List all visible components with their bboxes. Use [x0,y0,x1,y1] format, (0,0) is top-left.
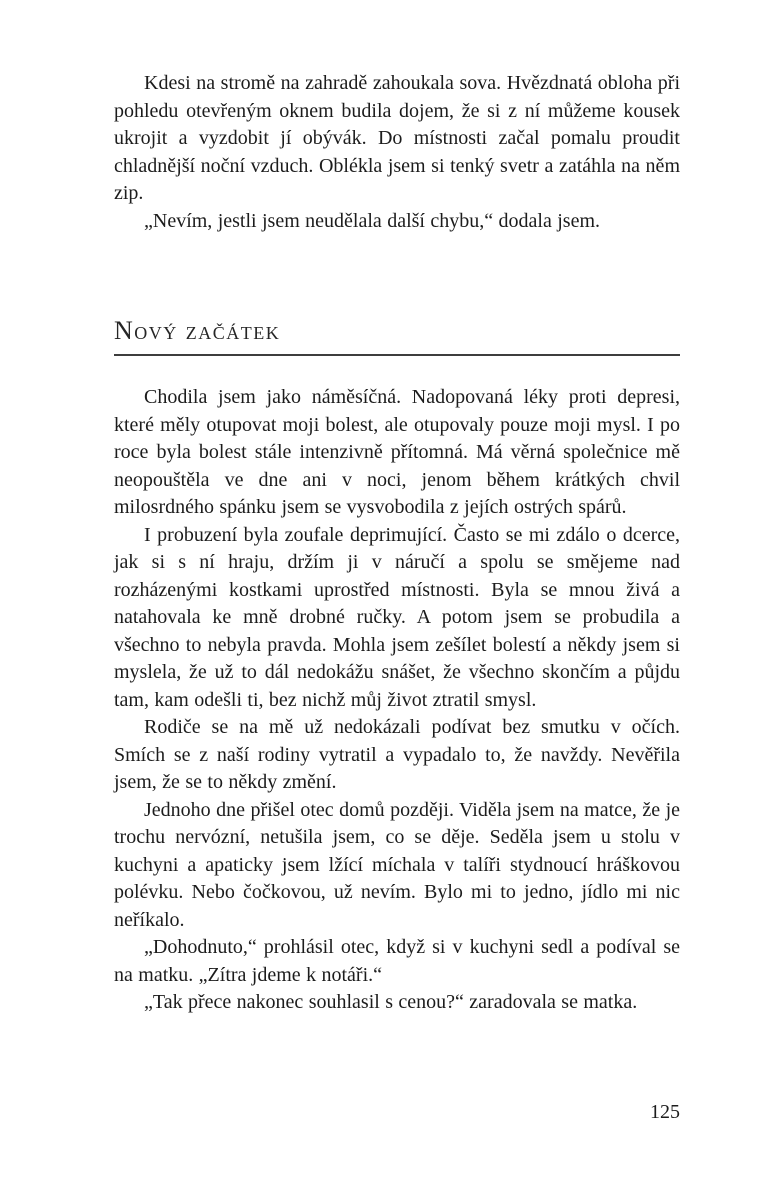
paragraph: „Nevím, jestli jsem neudělala další chybu,“ dodala jsem. [144,209,601,232]
spacer [114,360,680,384]
page-footer [114,1101,680,1124]
paragraph: „Tak přece nakonec souhlasil s cenou?“ zaradovala se matka. [144,991,638,1014]
paragraph: Rodiče se na mě už nedokázali podívat bez smutku v očích. Smích se z naší rodiny vytratil a vypadalo to, že navždy. Nevěřila jsem, že se to někdy změní. [114,716,680,794]
paragraph: Jednoho dne přišel otec domů později. Viděla jsem na matce, že je trochu nervózní, netušila jsem, co se děje. Seděla jsem u stolu v kuchyni a apaticky jsem lžící míchala v talíři stydnoucí hráškovou polévku. Nebo čočkovou, už nevím. Bylo mi to jedno, jídlo mi nic neříkalo. [114,798,680,931]
heading-rule [114,354,680,356]
paragraph: „Dohodnuto,“ prohlásil otec, když si v kuchyni sedl a podíval se na matku. „Zítra jdeme k notáři.“ [114,936,680,986]
chapter-heading-block [114,315,680,356]
paragraph: Chodila jsem jako náměsíčná. Nadopovaná léky proti depresi, které měly otupovat moji bolest, ale otupovaly pouze moji mysl. I po roce byla bolest stále intenzivně přítomná. Má věrná společnice mě neopouštěla ve dne ani v noci, jenom během krátkých chvil milosrdného spánku jsem se vysvobodila z jejích ostrých spárů. [114,386,680,519]
paragraph: I probuzení byla zoufale deprimující. Často se mi zdálo o dcerce, jak si s ní hraju, držím ji v náručí a spolu se smějeme nad rozházenými kostkami uprostřed místnosti. Byla se mnou živá a natahovala ke mně drobné ručky. A potom jsem se probudila a všechno to nebyla pravda. Mohla jsem zešílet bolestí a někdy jsem si myslela, že už to dál nedokážu snášet, že všechno skončím a půjdu tam, kam odešli ti, bez nichž můj život ztratil smysl. [114,523,680,711]
page-number: 125 [650,1101,680,1123]
chapter-title: Nový začátek [114,316,281,345]
text-block [114,70,680,1017]
paragraph: Kdesi na stromě na zahradě zahoukala sova. Hvězdnatá obloha při pohledu otevřeným oknem budila dojem, že si z ní můžeme kousek ukrojit a vyzdobit jí obývák. Do místnosti začal pomalu proudit chladnější noční vzduch. Oblékla jsem si tenký svetr a zatáhla na něm zip. [114,72,680,204]
